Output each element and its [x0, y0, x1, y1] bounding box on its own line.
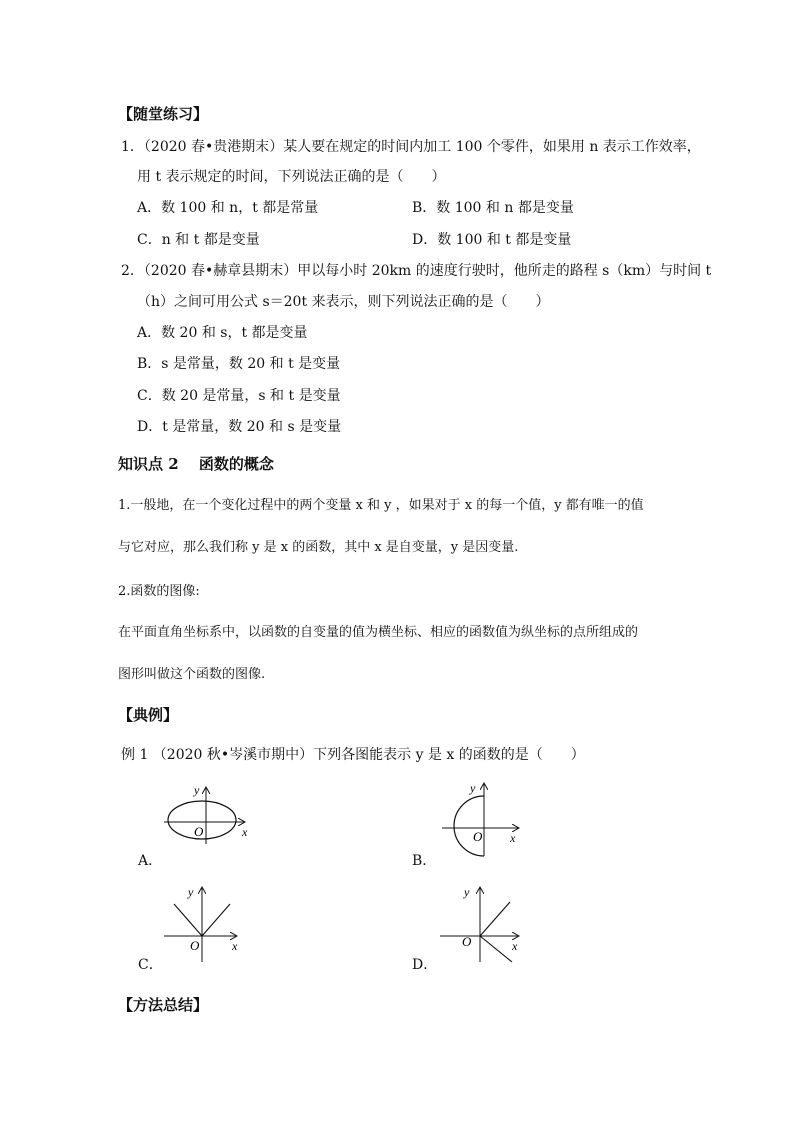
- x-axis-label: x: [510, 831, 516, 845]
- graph-definition-line-1: 在平面直角坐标系中，以函数的自变量的值为横坐标、相应的函数值为纵坐标的点所组成的: [118, 625, 639, 640]
- graph-definition-title: 2.函数的图像:: [118, 584, 200, 599]
- example-header: 【典例】: [118, 706, 179, 724]
- question-1-option-a: A．数 100 和 n，t 都是常量: [137, 200, 319, 216]
- graph-a: [160, 782, 260, 852]
- left-ray: [174, 904, 202, 936]
- y-axis-label: y: [470, 781, 476, 795]
- graph-c-label: C．: [138, 957, 163, 973]
- origin-label: O: [190, 938, 200, 953]
- question-1-line-2: 用 t 表示规定的时间，下列说法正确的是（ ）: [137, 169, 446, 185]
- origin-label: O: [473, 829, 483, 844]
- practice-header: 【随堂练习】: [118, 105, 209, 123]
- question-2-option-c: C．数 20 是常量，s 和 t 是变量: [137, 388, 341, 404]
- graph-b: [440, 778, 540, 858]
- y-axis-label: y: [194, 783, 200, 797]
- question-2-line-1: 2．（2020 春•赫章县期末）甲以每小时 20km 的速度行驶时，他所走的路程 s（km）与时间 t: [121, 263, 712, 279]
- method-summary-header: 【方法总结】: [118, 996, 209, 1014]
- graph-definition-line-2: 图形叫做这个函数的图像.: [118, 667, 266, 682]
- question-1-line-1: 1．（2020 春•贵港期末）某人要在规定的时间内加工 100 个零件，如果用 n 表示工作效率，: [121, 139, 701, 155]
- example-question: 例 1 （2020 秋•岑溪市期中）下列各图能表示 y 是 x 的函数的是（ ）: [121, 747, 585, 763]
- graph-b-label: B．: [412, 853, 437, 869]
- knowledge-point-title: 知识点 2 函数的概念: [118, 455, 274, 473]
- graph-a-label: A．: [138, 853, 163, 869]
- y-axis-label: y: [188, 885, 194, 899]
- graph-c: [162, 882, 252, 962]
- origin-label: O: [462, 934, 472, 949]
- half-circle-curve: [454, 796, 484, 856]
- graph-d: [438, 882, 538, 962]
- question-1-option-b: B．数 100 和 n 都是变量: [412, 200, 574, 216]
- question-2-line-2: （h）之间可用公式 s＝20t 来表示，则下列说法正确的是（ ）: [137, 294, 550, 310]
- x-axis-label: x: [232, 939, 238, 953]
- origin-label: O: [194, 824, 204, 839]
- upward-ray: [480, 902, 510, 936]
- x-axis-label: x: [242, 825, 248, 839]
- definition-line-1: 1.一般地，在一个变化过程中的两个变量 x 和 y ，如果对于 x 的每一个值，y 都有唯一的值: [118, 498, 644, 513]
- question-2-option-d: D．t 是常量，数 20 和 s 是变量: [137, 419, 342, 435]
- right-ray: [202, 904, 230, 936]
- graph-d-label: D．: [412, 957, 438, 973]
- definition-line-2: 与它对应，那么我们称 y 是 x 的函数，其中 x 是自变量，y 是因变量.: [118, 540, 519, 555]
- question-2-option-b: B．s 是常量，数 20 和 t 是变量: [137, 356, 341, 372]
- question-1-option-d: D．数 100 和 t 都是变量: [412, 232, 572, 248]
- question-2-option-a: A．数 20 和 s，t 都是变量: [137, 325, 308, 341]
- x-axis-label: x: [512, 939, 518, 953]
- downward-ray: [480, 936, 512, 962]
- y-axis-label: y: [464, 885, 470, 899]
- question-1-option-c: C．n 和 t 都是变量: [137, 232, 260, 248]
